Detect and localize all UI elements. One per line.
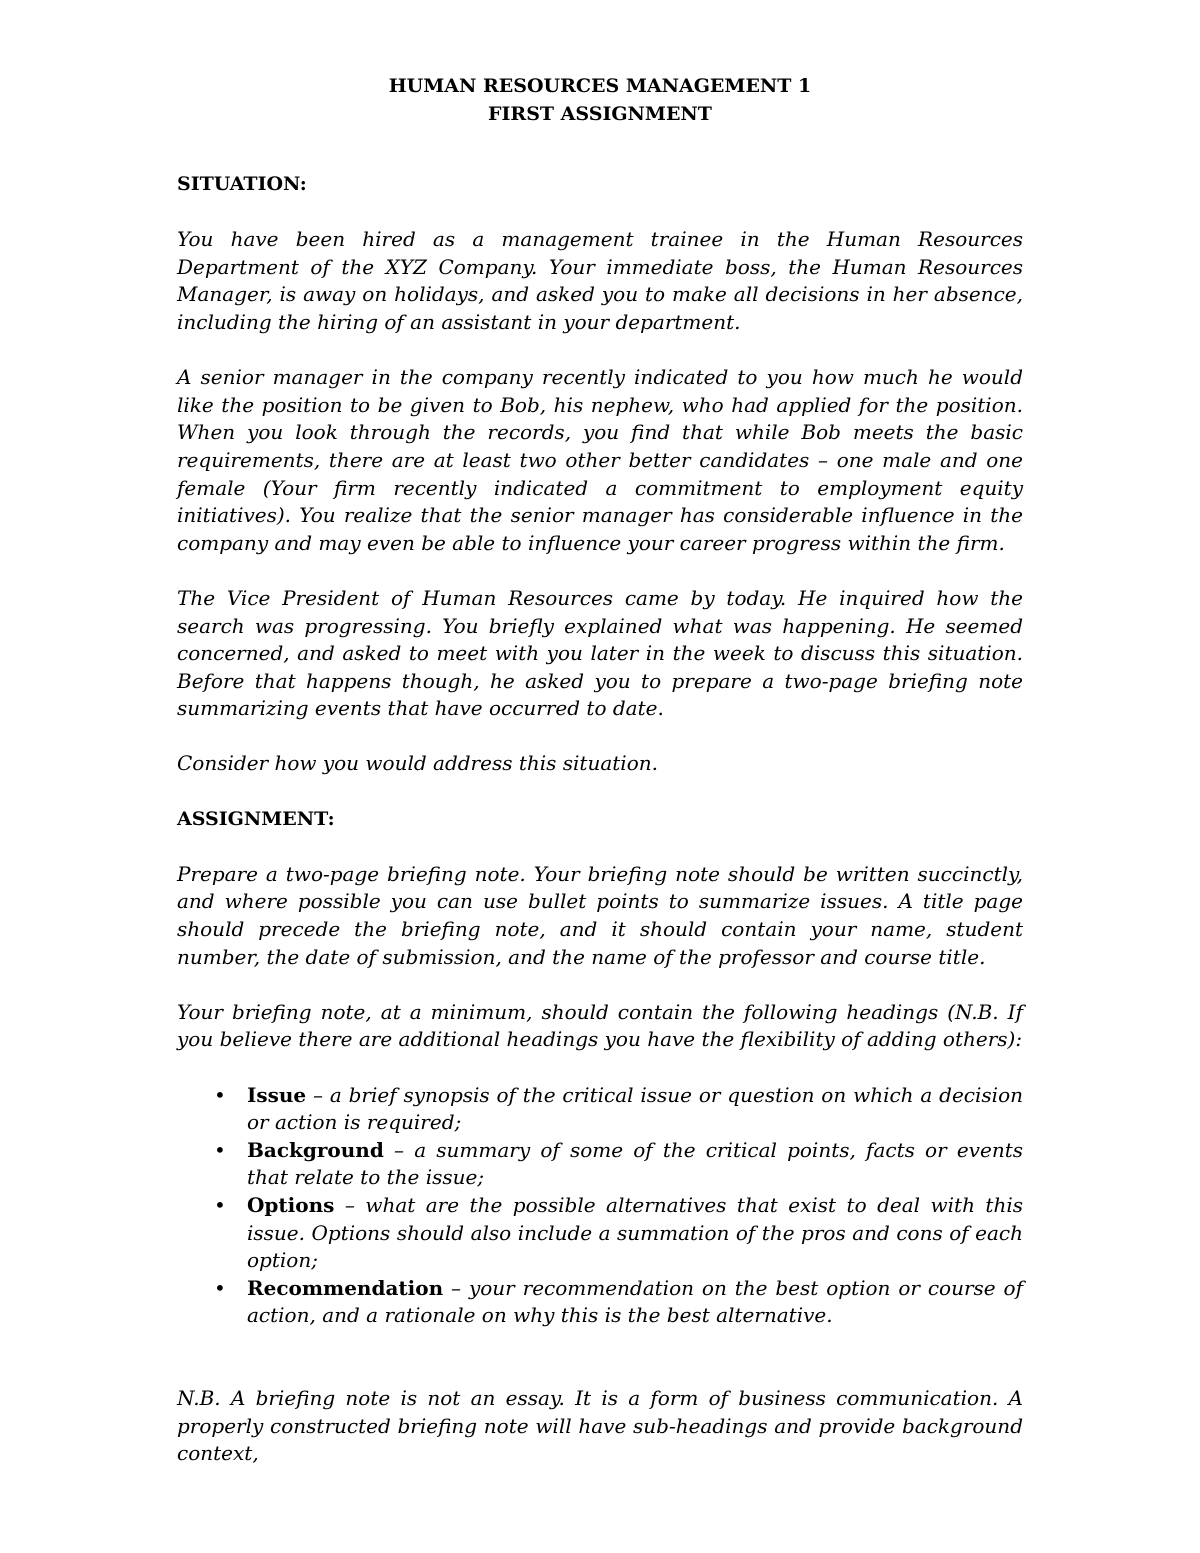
bullet-icon: •: [214, 1192, 226, 1217]
bullet-term: Options: [247, 1192, 335, 1217]
bullet-description: – what are the possible alternatives that exist to deal with this issue. Options should also include a summation of the pros and cons of each option;: [247, 1192, 1023, 1273]
situation-paragraph-3: The Vice President of Human Resources came by today. He inquired how the search was progressing. You briefly explained what was happening. He seemed concerned, and asked to meet with you later in the week to discuss this situation. Before that happens though, he asked you to prepare a two-page briefing note summarizing events that have occurred to date.: [177, 585, 1023, 721]
bullet-term: Issue: [247, 1082, 307, 1107]
assignment-heading: ASSIGNMENT:: [177, 807, 335, 830]
list-item: [177, 1082, 1023, 1137]
title-line-1: HUMAN RESOURCES MANAGEMENT 1: [388, 75, 812, 97]
assignment-paragraph-2: Your briefing note, at a minimum, should contain the following headings (N.B. If you believe there are additional headings you have the flexibility of adding others):: [177, 999, 1023, 1052]
headings-bullet-list: [177, 1082, 1023, 1330]
briefing-note-remark: N.B. A briefing note is not an essay. It is a form of business communication. A properly constructed briefing note will have sub-headings and provide background context,: [177, 1385, 1023, 1466]
bullet-icon: •: [214, 1082, 226, 1107]
spacer: [177, 1330, 1023, 1385]
bullet-term: Recommendation: [247, 1275, 444, 1300]
bullet-description: – a summary of some of the critical points, facts or events that relate to the issue;: [247, 1137, 1023, 1190]
bullet-icon: •: [214, 1137, 226, 1162]
situation-heading: SITUATION:: [177, 173, 307, 195]
bullet-term: Background: [247, 1137, 384, 1162]
situation-paragraph-1: You have been hired as a management trainee in the Human Resources Department of the XYZ Company. Your immediate boss, the Human Resources Manager, is away on holidays, and asked you to make all decisions in her absence, including the hiring of an assistant in your department.: [177, 227, 1023, 334]
list-item: [177, 1275, 1023, 1330]
bullet-icon: •: [214, 1275, 226, 1300]
situation-paragraph-4: Consider how you would address this situation.: [177, 751, 658, 776]
list-item: [177, 1137, 1023, 1192]
bullet-description: – a brief synopsis of the critical issue or question on which a decision or action is required;: [247, 1082, 1023, 1135]
document-title: [0, 72, 1200, 128]
situation-paragraph-2: A senior manager in the company recently indicated to you how much he would like the position to be given to Bob, his nephew, who had applied for the position. When you look through the records, you find that while Bob meets the basic requirements, there are at least two other better candidates – one male and one female (Your firm recently indicated a commitment to employment equity initiatives). You realize that the senior manager has considerable influence in the company and may even be able to influence your career progress within the firm.: [177, 365, 1023, 555]
bullet-description: – your recommendation on the best option or course of action, and a rationale on why this is the best alternative.: [247, 1275, 1023, 1328]
title-line-2: FIRST ASSIGNMENT: [488, 103, 712, 125]
document-body: [177, 171, 1023, 1468]
list-item: [177, 1192, 1023, 1275]
assignment-paragraph-1: Prepare a two-page briefing note. Your briefing note should be written succinctly, and where possible you can use bullet points to summarize issues. A title page should precede the briefing note, and it should contain your name, student number, the date of submission, and the name of the professor and course title.: [177, 861, 1023, 969]
